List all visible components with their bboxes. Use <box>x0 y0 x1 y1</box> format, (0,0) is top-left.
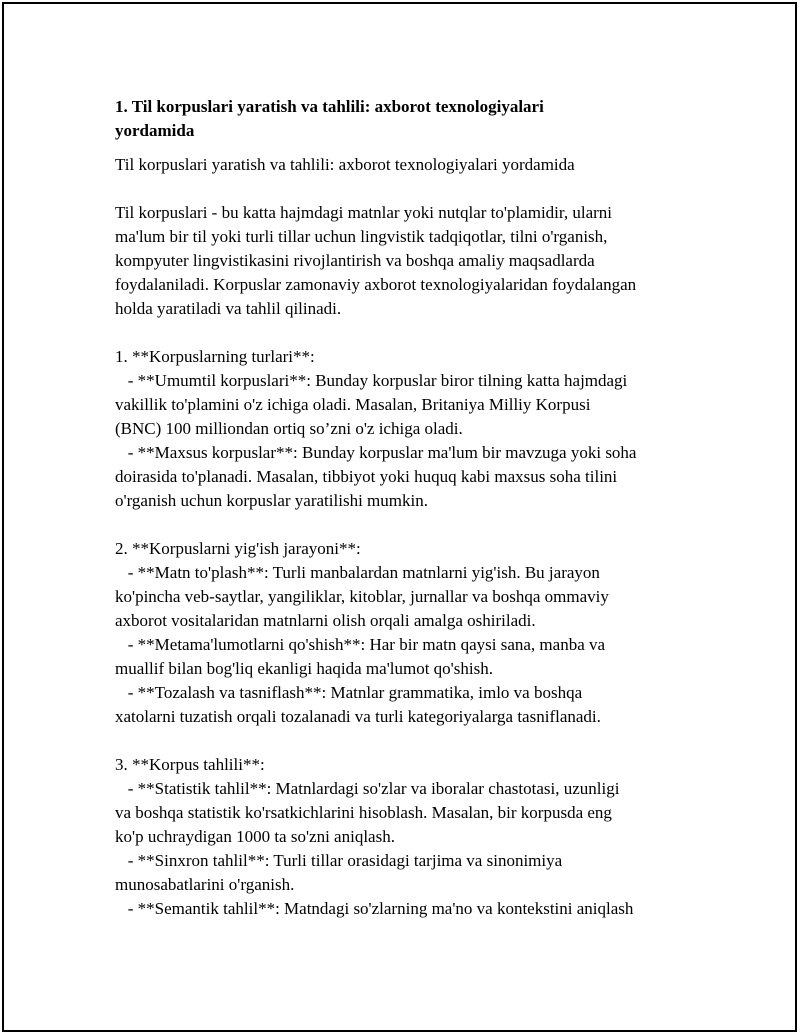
document-body <box>115 95 695 945</box>
text-line: - **Maxsus korpuslar**: Bunday korpuslar ma'lum bir mavzuga yoki soha <box>115 443 637 462</box>
text-line: - **Semantik tahlil**: Matndagi so'zlarning ma'no va kontekstini aniqlash <box>115 899 634 918</box>
text-line: ma'lum bir til yoki turli tillar uchun lingvistik tadqiqotlar, tilni o'rganish, <box>115 227 608 246</box>
text-line: 1. **Korpuslarning turlari**: <box>115 347 315 366</box>
text-line: holda yaratiladi va tahlil qilinadi. <box>115 299 342 318</box>
text-line: axborot vositalaridan matnlarni olish orqali amalga oshiriladi. <box>115 611 536 630</box>
section-korpuslarni-yigish <box>115 537 695 729</box>
section-korpus-tahlili <box>115 753 695 921</box>
text-line: ko'p uchraydigan 1000 ta so'zni aniqlash. <box>115 827 395 846</box>
text-line: munosabatlarini o'rganish. <box>115 875 295 894</box>
text-line: - **Sinxron tahlil**: Turli tillar orasidagi tarjima va sinonimiya <box>115 851 563 870</box>
text-line: muallif bilan bog'liq ekanligi haqida ma'lumot qo'shish. <box>115 659 493 678</box>
text-line: (BNC) 100 milliondan ortiq so’zni o'z ichiga oladi. <box>115 419 463 438</box>
text-line: - **Tozalash va tasniflash**: Matnlar grammatika, imlo va boshqa <box>115 683 583 702</box>
text-line: ko'pincha veb-saytlar, yangiliklar, kitoblar, jurnallar va boshqa ommaviy <box>115 587 609 606</box>
page-title <box>115 95 695 143</box>
text-line: 2. **Korpuslarni yig'ish jarayoni**: <box>115 539 361 558</box>
text-line: xatolarni tuzatish orqali tozalanadi va turli kategoriyalarga tasniflanadi. <box>115 707 601 726</box>
title-line: yordamida <box>115 121 195 140</box>
title-line: 1. Til korpuslari yaratish va tahlili: axborot texnologiyalari <box>115 97 544 116</box>
text-line: va boshqa statistik ko'rsatkichlarini hisoblash. Masalan, bir korpusda eng <box>115 803 612 822</box>
section-korpuslarning-turlari <box>115 345 695 513</box>
text-line: o'rganish uchun korpuslar yaratilishi mumkin. <box>115 491 428 510</box>
subtitle: Til korpuslari yaratish va tahlili: axborot texnologiyalari yordamida <box>115 155 575 174</box>
text-line: doirasida to'planadi. Masalan, tibbiyot yoki huquq kabi maxsus soha tilini <box>115 467 618 486</box>
text-line: 3. **Korpus tahlili**: <box>115 755 265 774</box>
text-line: Til korpuslari - bu katta hajmdagi matnlar yoki nutqlar to'plamidir, ularni <box>115 203 613 222</box>
text-line: - **Statistik tahlil**: Matnlardagi so'zlar va iboralar chastotasi, uzunligi <box>115 779 620 798</box>
text-line: - **Metama'lumotlarni qo'shish**: Har bir matn qaysi sana, manba va <box>115 635 606 654</box>
text-line: vakillik to'plamini o'z ichiga oladi. Masalan, Britaniya Milliy Korpusi <box>115 395 591 414</box>
text-line: - **Matn to'plash**: Turli manbalardan matnlarni yig'ish. Bu jarayon <box>115 563 600 582</box>
intro-paragraph <box>115 201 695 321</box>
text-line: kompyuter lingvistikasini rivojlantirish va boshqa amaliy maqsadlarda <box>115 251 595 270</box>
text-line: foydalaniladi. Korpuslar zamonaviy axborot texnologiyalaridan foydalangan <box>115 275 637 294</box>
text-line: - **Umumtil korpuslari**: Bunday korpuslar biror tilning katta hajmdagi <box>115 371 628 390</box>
